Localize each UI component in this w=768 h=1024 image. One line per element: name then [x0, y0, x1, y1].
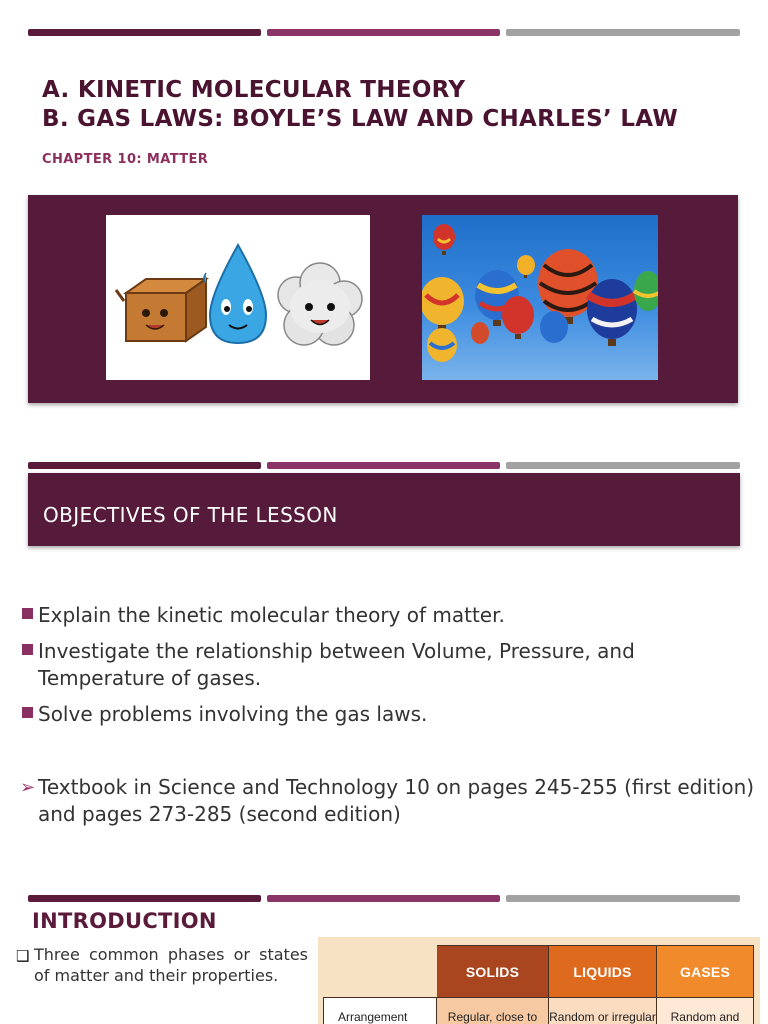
accent-bar-right [506, 29, 740, 36]
table-cell-gases: Random and [657, 998, 754, 1024]
states-of-matter-table [323, 945, 754, 1024]
objective-text: Solve problems involving the gas laws. [38, 702, 428, 726]
accent-bar-middle [267, 462, 500, 469]
table-header-row [324, 946, 754, 998]
balloon-icon [422, 277, 464, 331]
table-header-blank [324, 946, 437, 998]
balloon-icon [471, 322, 489, 344]
balloon-icon [634, 271, 658, 311]
square-bullet-icon [22, 707, 33, 718]
table-cell-liquids: Random or irregular [549, 998, 657, 1024]
balloon-icon [427, 328, 457, 362]
table-header-solids: SOLIDS [437, 946, 549, 998]
objective-text: Investigate the relationship between Volume, Pressure, and Temperature of gases. [38, 639, 635, 690]
accent-bar-right [506, 462, 740, 469]
objectives-title: OBJECTIVES OF THE LESSON [43, 503, 338, 527]
table-row [324, 998, 754, 1024]
objectives-list [20, 602, 760, 737]
accent-bar-left [28, 462, 261, 469]
accent-bar-middle [267, 895, 500, 902]
square-bullet-icon [22, 608, 33, 619]
hot-air-balloons-photo [422, 215, 658, 380]
balloon-icon [502, 296, 534, 339]
title-line-1: A. KINETIC MOLECULAR THEORY [42, 77, 466, 103]
states-of-matter-illustration [106, 215, 370, 380]
square-bullet-icon [22, 644, 33, 655]
table-header-gases: GASES [657, 946, 754, 998]
textbook-reference [20, 774, 760, 828]
introduction-title: INTRODUCTION [32, 909, 217, 933]
list-item [20, 602, 760, 629]
balloon-icon [587, 279, 637, 346]
checkbox-bullet-icon: ❑ [16, 947, 30, 965]
table-cell-solids: Regular, close to [437, 998, 549, 1024]
slide-subtitle: CHAPTER 10: MATTER [42, 152, 209, 167]
arrow-bullet-icon: ➢ [20, 777, 36, 798]
image-panel [28, 195, 738, 403]
balloon-icon [433, 224, 455, 255]
solid-cube-icon [116, 279, 206, 341]
list-item [20, 701, 760, 728]
accent-bar-left [28, 895, 261, 902]
reference-text: Textbook in Science and Technology 10 on pages 245-255 (first edition) and pages 273-285 (second edition) [38, 775, 755, 826]
balloon-icon [540, 311, 568, 343]
table-row-label: Arrangement [324, 998, 437, 1024]
introduction-text [16, 944, 308, 986]
title-line-2: B. GAS LAWS: BOYLE’S LAW AND CHARLES’ LAW [42, 106, 679, 132]
list-item [20, 638, 760, 692]
table-header-liquids: LIQUIDS [549, 946, 657, 998]
gas-cloud-icon [278, 263, 362, 345]
accent-bar-middle [267, 29, 500, 36]
introduction-body: Three common phases or states of matter and their properties. [34, 945, 308, 985]
states-of-matter-table-image [318, 937, 760, 1024]
objective-text: Explain the kinetic molecular theory of matter. [38, 603, 505, 627]
water-drop-icon [204, 245, 266, 343]
accent-bar-right [506, 895, 740, 902]
accent-bar-left [28, 29, 261, 36]
slide-title [42, 76, 742, 134]
objectives-header [28, 473, 740, 546]
balloon-icon [517, 255, 535, 278]
